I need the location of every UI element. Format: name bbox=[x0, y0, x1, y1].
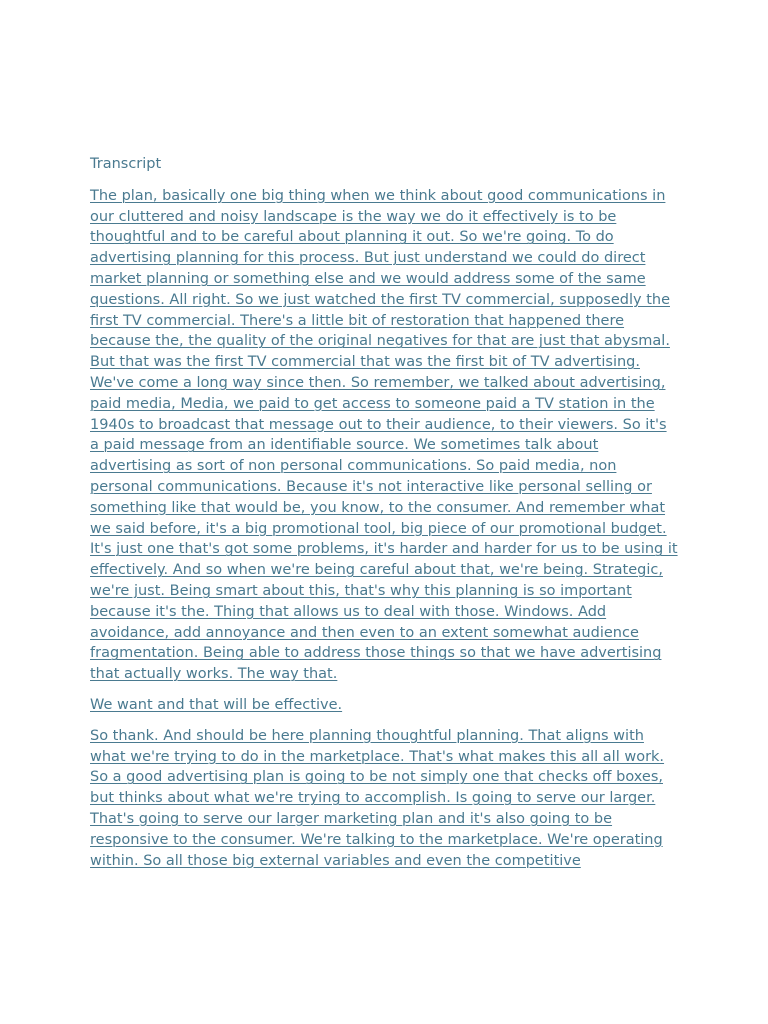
transcript-segment-link[interactable]: The plan, basically one big thing when we think about good communications in our cluttered and noisy landscape is the way we do it effectively is to be thoughtful and to be careful about planning it out. So we're going. To do advertising planning for this process. But just understand we could do direct market planning or something else and we would address some of the same questions. All right. So we just watched the first TV commercial, supposedly the first TV commercial. There's a little bit of restoration that happened there because the, the quality of the original negatives for that are just that abysmal. But that was the first TV commercial that was the first bit of TV advertising. We've come a long way since then. So remember, we talked about advertising, paid media, Media, we paid to get access to someone paid a TV station in the 1940s to broadcast that message out to their audience, to their viewers. So it's a paid message from an identifiable source. We sometimes talk about advertising as sort of non personal communications. So paid media, non personal communications. Because it's not interactive like personal selling or something like that would be, you know, to the consumer. And remember what we said before, it's a big promotional tool, big piece of our promotional budget. It's just one that's got some problems, it's harder and harder for us to be using it effectively. And so when we're being careful about that, we're being. Strategic, we're just. Being smart about this, that's why this planning is so important because it's the. Thing that allows us to deal with those. Windows. Add avoidance, add annoyance and then even to an extent somewhat audience fragmentation. Being able to address those things so that we have advertising that actually works. The way that. bbox=[90, 187, 678, 683]
transcript-segment bbox=[90, 726, 680, 872]
transcript-heading: Transcript bbox=[90, 156, 162, 172]
transcript-segment bbox=[90, 695, 680, 716]
transcript-segments bbox=[90, 186, 680, 872]
transcript-segment-link[interactable]: So thank. And should be here planning thoughtful planning. That aligns with what we're trying to do in the marketplace. That's what makes this all all work. So a good advertising plan is going to be not simply one that checks off boxes, but thinks about what we're trying to accomplish. Is going to serve our larger. That's going to serve our larger marketing plan and it's also going to be responsive to the consumer. We're talking to the marketplace. We're operating within. So all those big external variables and even the competitive bbox=[90, 727, 665, 869]
transcript-segment bbox=[90, 186, 680, 685]
transcript-panel bbox=[90, 154, 680, 881]
transcript-segment-link[interactable]: We want and that will be effective. bbox=[90, 696, 343, 713]
